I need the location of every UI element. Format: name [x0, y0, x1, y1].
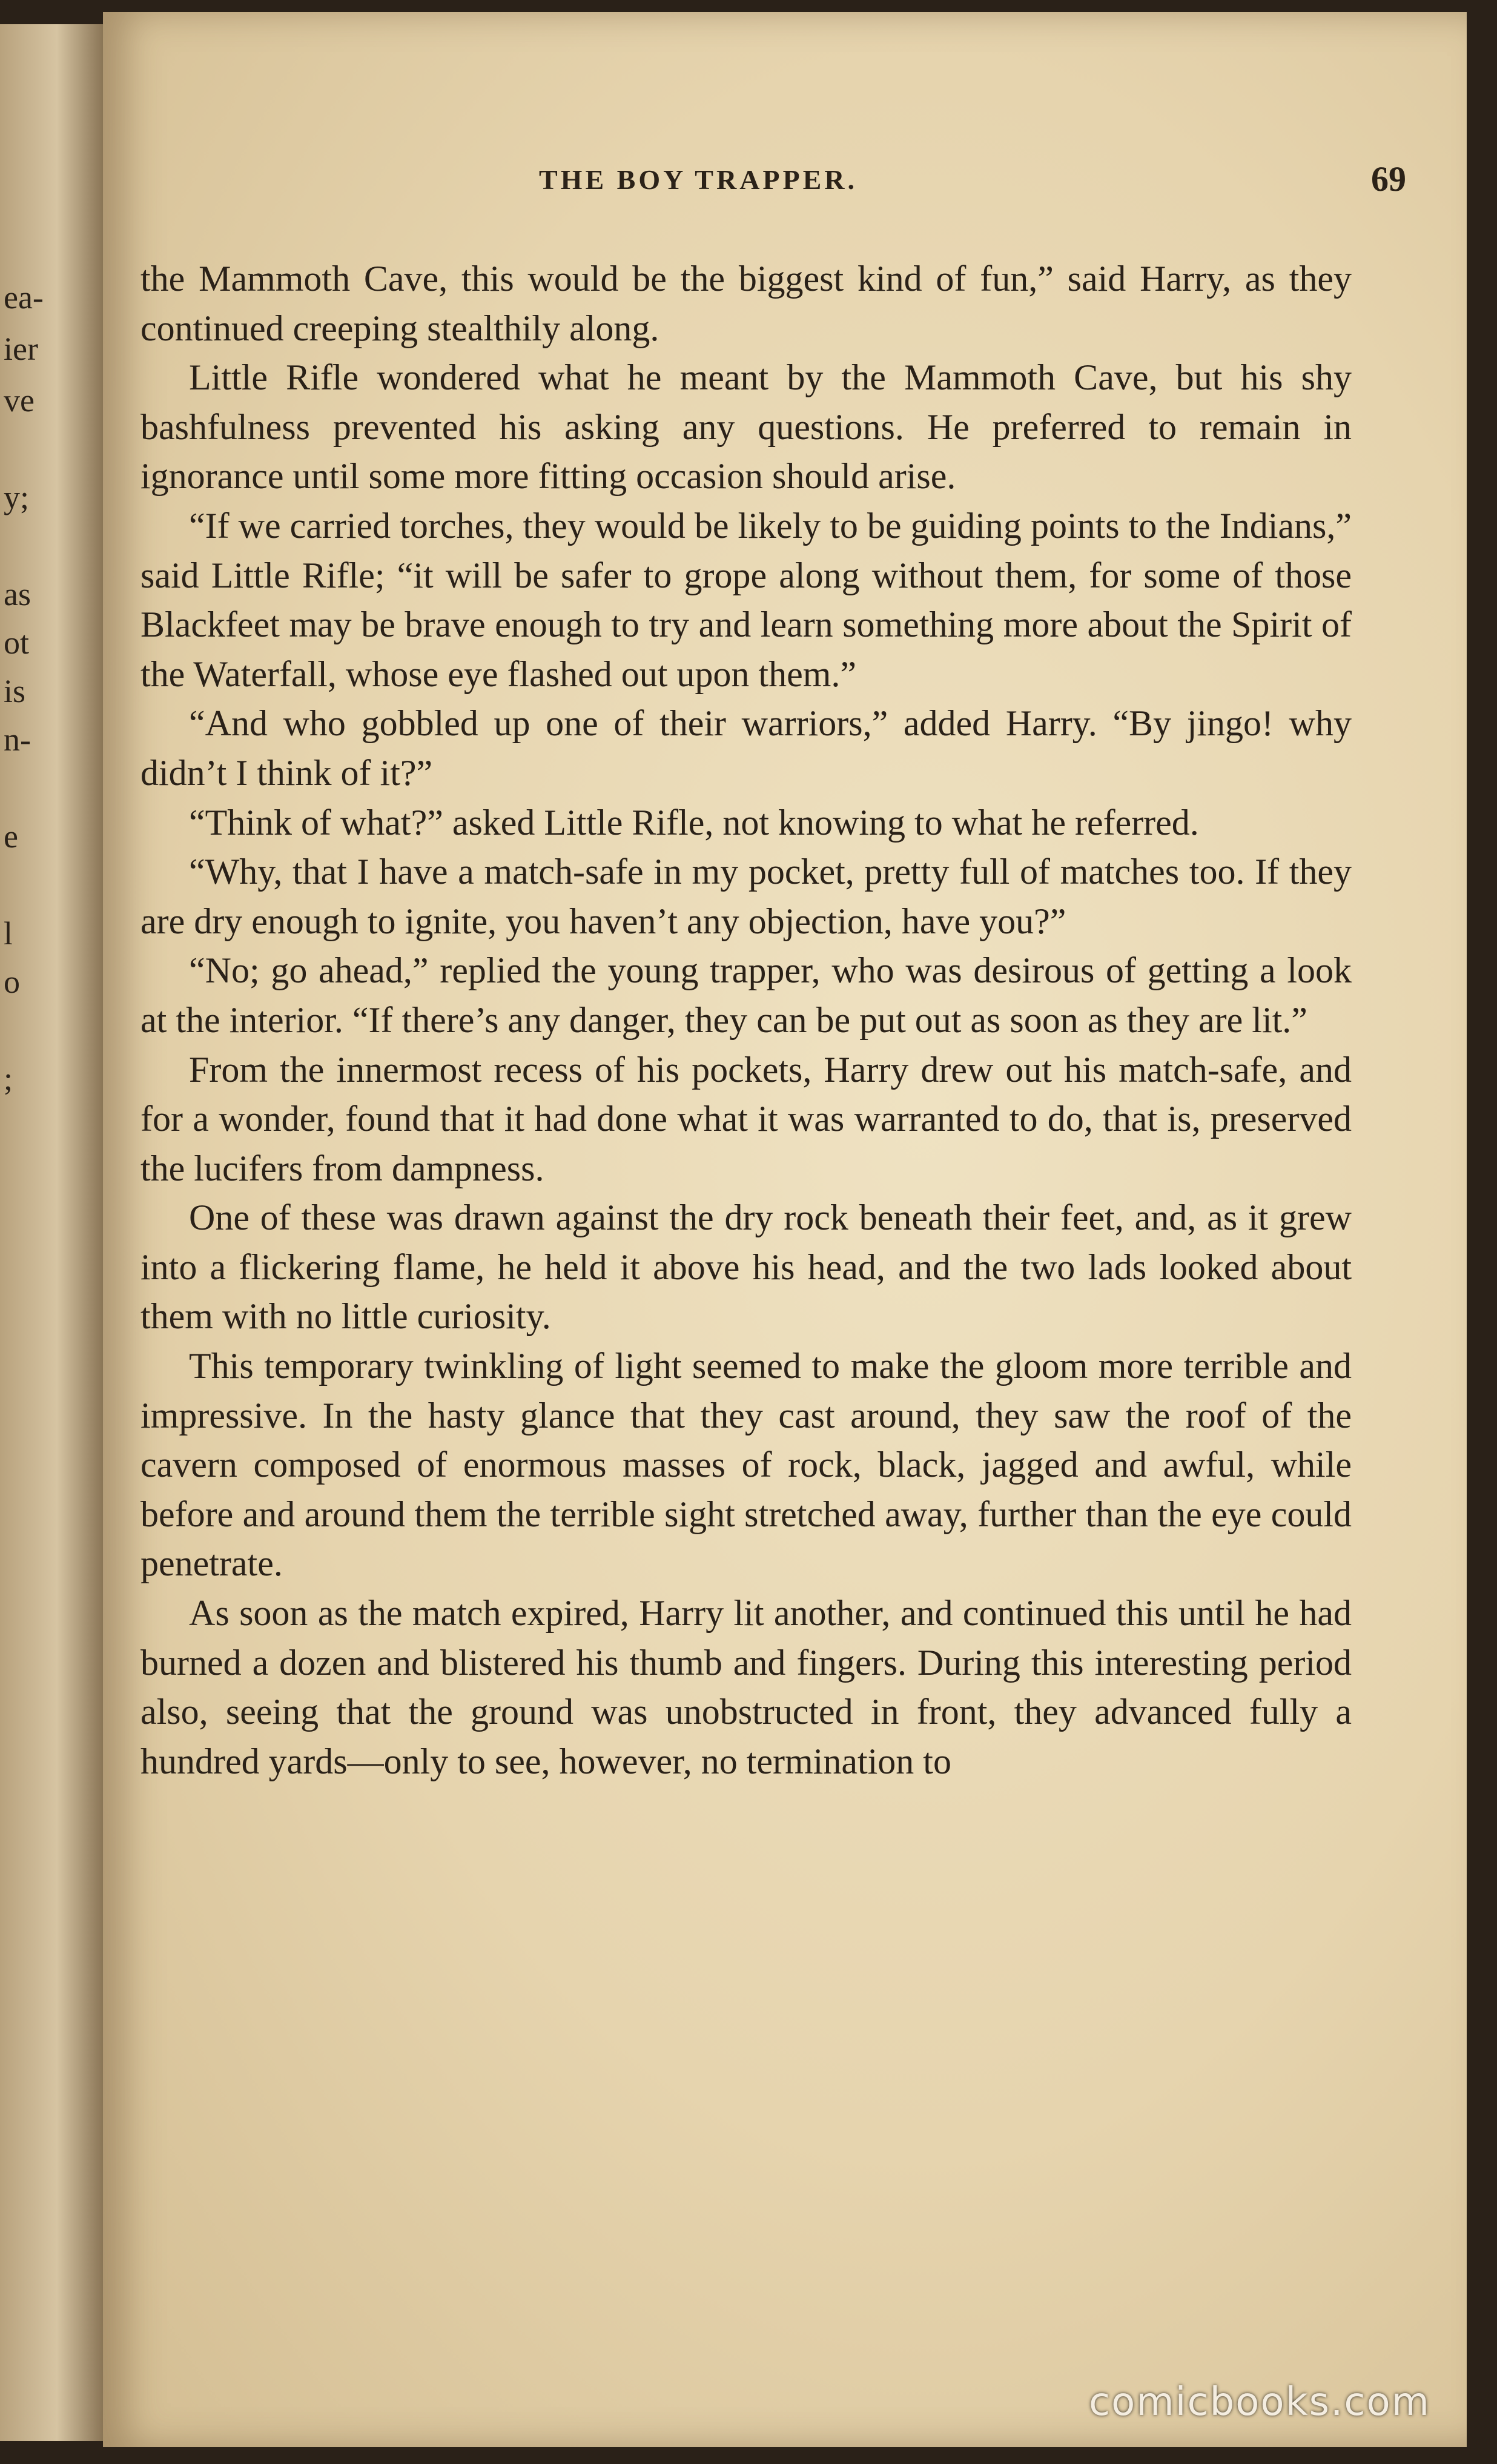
fragment: l [4, 915, 13, 952]
fragment: is [4, 673, 26, 709]
paragraph: “No; go ahead,” replied the young trapper, who was desirous of getting a look at the interior. “If there’s any danger, they can be put out as soon as they are lit.” [140, 950, 1352, 1040]
paragraph: the Mammoth Cave, this would be the biggest kind of fun,” said Harry, as they continued creeping stealthily along. [140, 259, 1352, 348]
fragment: y; [4, 479, 30, 515]
body-text [140, 254, 1352, 1786]
fragment: ve [4, 382, 35, 419]
fragment: ea- [4, 279, 44, 316]
book-page [103, 12, 1467, 2447]
fragment: n- [4, 721, 31, 758]
watermark: comicbooks.com [1088, 2380, 1430, 2425]
paragraph: From the innermost recess of his pockets, Harry drew out his match-safe, and for a wonder, found that it had done what it was warranted to do, that is, preserved the lucifers from dampness. [140, 1049, 1352, 1188]
fragment: o [4, 964, 20, 1000]
running-title: THE BOY TRAPPER. [539, 164, 858, 195]
paragraph: “And who gobbled up one of their warriors,” added Harry. “By jingo! why didn’t I think of it?” [140, 703, 1352, 793]
fragment: e [4, 818, 18, 855]
paragraph: One of these was drawn against the dry rock beneath their feet, and, as it grew into a flickering flame, he held it above his head, and the two lads looked about them with no little curiosity. [140, 1197, 1352, 1337]
fragment: ier [4, 331, 38, 367]
paragraph: “If we carried torches, they would be likely to be guiding points to the Indians,” said Little Rifle; “it will be safer to grope along without them, for some of those Blackfeet may be brave enough to try and learn something more about the Spirit of the Waterfall, whose eye flashed out upon them.” [140, 505, 1352, 694]
paragraph: As soon as the match expired, Harry lit another, and continued this until he had burned a dozen and blistered his thumb and fingers. During this interesting period also, seeing that the ground was unobstructed in front, they advanced fully a hundred yards—only to see, however, no termination to [140, 1593, 1352, 1781]
fragment: ot [4, 624, 30, 661]
paragraph: This temporary twinkling of light seemed to make the gloom more terrible and impressive. In the hasty glance that they cast around, they saw the roof of the cavern composed of enormous masses of rock, black, jagged and awful, while before and around them the terrible sight stretched away, further than the eye could penetrate. [140, 1346, 1352, 1584]
fragment: ; [4, 1061, 13, 1097]
paragraph: “Why, that I have a match-safe in my pocket, pretty full of matches too. If they are dry enough to ignite, you haven’t any objection, have you?” [140, 852, 1352, 941]
fragment: as [4, 576, 31, 612]
paragraph: “Think of what?” asked Little Rifle, not knowing to what he referred. [189, 802, 1199, 843]
page-header [103, 159, 1467, 212]
paragraph: Little Rifle wondered what he meant by the Mammoth Cave, but his shy bashfulness prevented his asking any questions. He preferred to remain in ignorance until some more fitting occasion should arise. [140, 357, 1352, 497]
facing-page-edge [0, 24, 109, 2441]
page-number: 69 [1371, 159, 1406, 199]
